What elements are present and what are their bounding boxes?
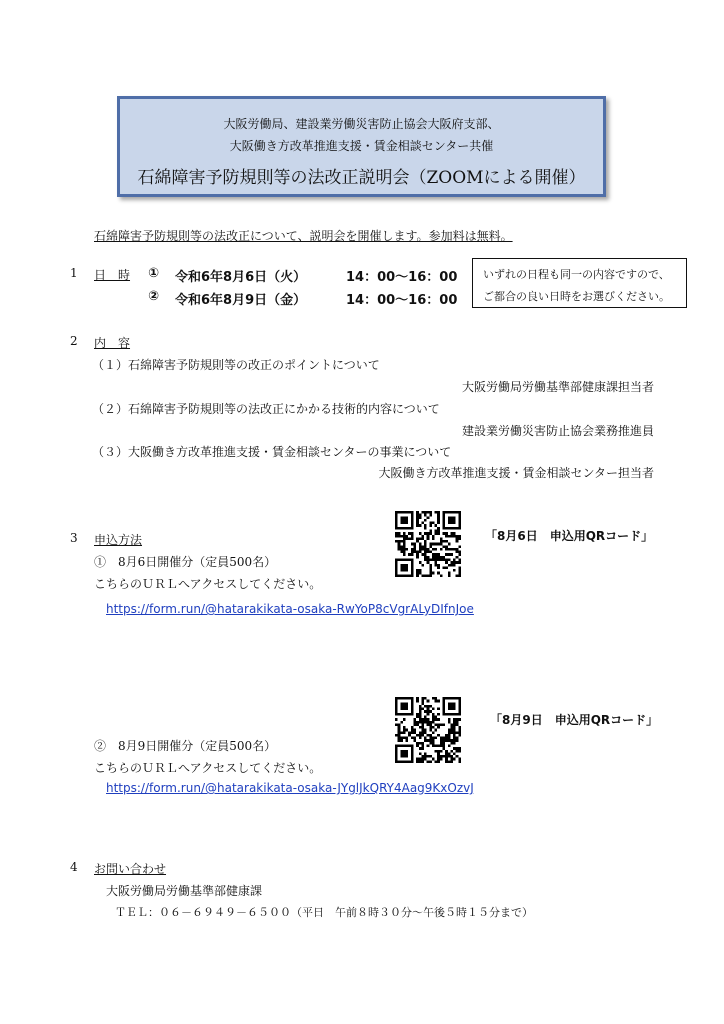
session1-mark: ①	[148, 266, 160, 281]
content-speaker-3: 大阪働き方改革推進支援・賃金相談センター担当者	[378, 466, 654, 480]
section2-heading: 内 容	[94, 336, 131, 350]
content-speaker-1: 大阪労働局労働基準部健康課担当者	[461, 380, 654, 394]
qr-caption-aug9: 「8月9日 申込用QRコード」	[490, 713, 659, 727]
intro-text: 石綿障害予防規則等の法改正について、説明会を開催します。参加料は無料。	[94, 229, 513, 243]
section3-heading: 申込方法	[94, 533, 143, 547]
content-speaker-2: 建設業労働災害防止協会業務推進員	[461, 424, 654, 438]
contact-office: 大阪労働局労働基準部健康課	[106, 884, 263, 898]
entry1-instruction: こちらのＵＲＬへアクセスしてください。	[94, 577, 322, 591]
section1-number: 1	[70, 266, 78, 280]
entry2-label: ② 8月9日開催分（定員500名）	[94, 739, 277, 753]
qr-caption-aug6: 「8月6日 申込用QRコード」	[485, 529, 654, 543]
session2-date: 令和6年8月9日（金）	[175, 293, 307, 308]
qr-code-aug9[interactable]	[395, 697, 461, 763]
contact-tel: ＴＥＬ：０６－６９４９－６５００（平日 午前８時３０分～午後５時１５分まで）	[115, 906, 533, 919]
note-line2: ご都合の良い日時をお選びください。	[483, 290, 670, 303]
section3-number: 3	[70, 531, 78, 545]
content-item-3: （３）大阪働き方改革推進支援・賃金相談センターの事業について	[92, 445, 452, 459]
section4-number: 4	[70, 860, 78, 874]
qr-code-aug6[interactable]	[395, 511, 461, 577]
entry1-url-link[interactable]: https://form.run/@hatarakikata-osaka-RwYoP8cVgrALyDIfnJoe	[106, 602, 474, 616]
section4-heading: お問い合わせ	[94, 862, 167, 876]
section2-number: 2	[70, 334, 78, 348]
session1-date: 令和6年8月6日（火）	[175, 270, 307, 285]
note-line1: いずれの日程も同一の内容ですので、	[483, 268, 670, 281]
content-item-1: （１）石綿障害予防規則等の改正のポイントについて	[92, 358, 380, 372]
banner-organizers-line2: 大阪働き方改革推進支援・賃金相談センター共催	[229, 139, 494, 153]
content-item-2: （２）石綿障害予防規則等の法改正にかかる技術的内容について	[92, 402, 440, 416]
session1-time: 14：00～16：00	[346, 270, 458, 285]
entry2-instruction: こちらのＵＲＬへアクセスしてください。	[94, 761, 322, 775]
session2-time: 14：00～16：00	[346, 293, 458, 308]
section1-heading: 日 時	[94, 268, 131, 282]
banner-title: 石綿障害予防規則等の法改正説明会（ZOOMによる開催）	[137, 168, 586, 188]
session2-mark: ②	[148, 289, 160, 304]
banner-organizers-line1: 大阪労働局、建設業労働災害防止協会大阪府支部、	[223, 117, 500, 131]
entry2-url-link[interactable]: https://form.run/@hatarakikata-osaka-JYglJkQRY4Aag9KxOzvJ	[106, 781, 474, 795]
header-banner	[117, 96, 606, 197]
entry1-label: ① 8月6日開催分（定員500名）	[94, 555, 277, 569]
schedule-note-box	[472, 258, 687, 308]
